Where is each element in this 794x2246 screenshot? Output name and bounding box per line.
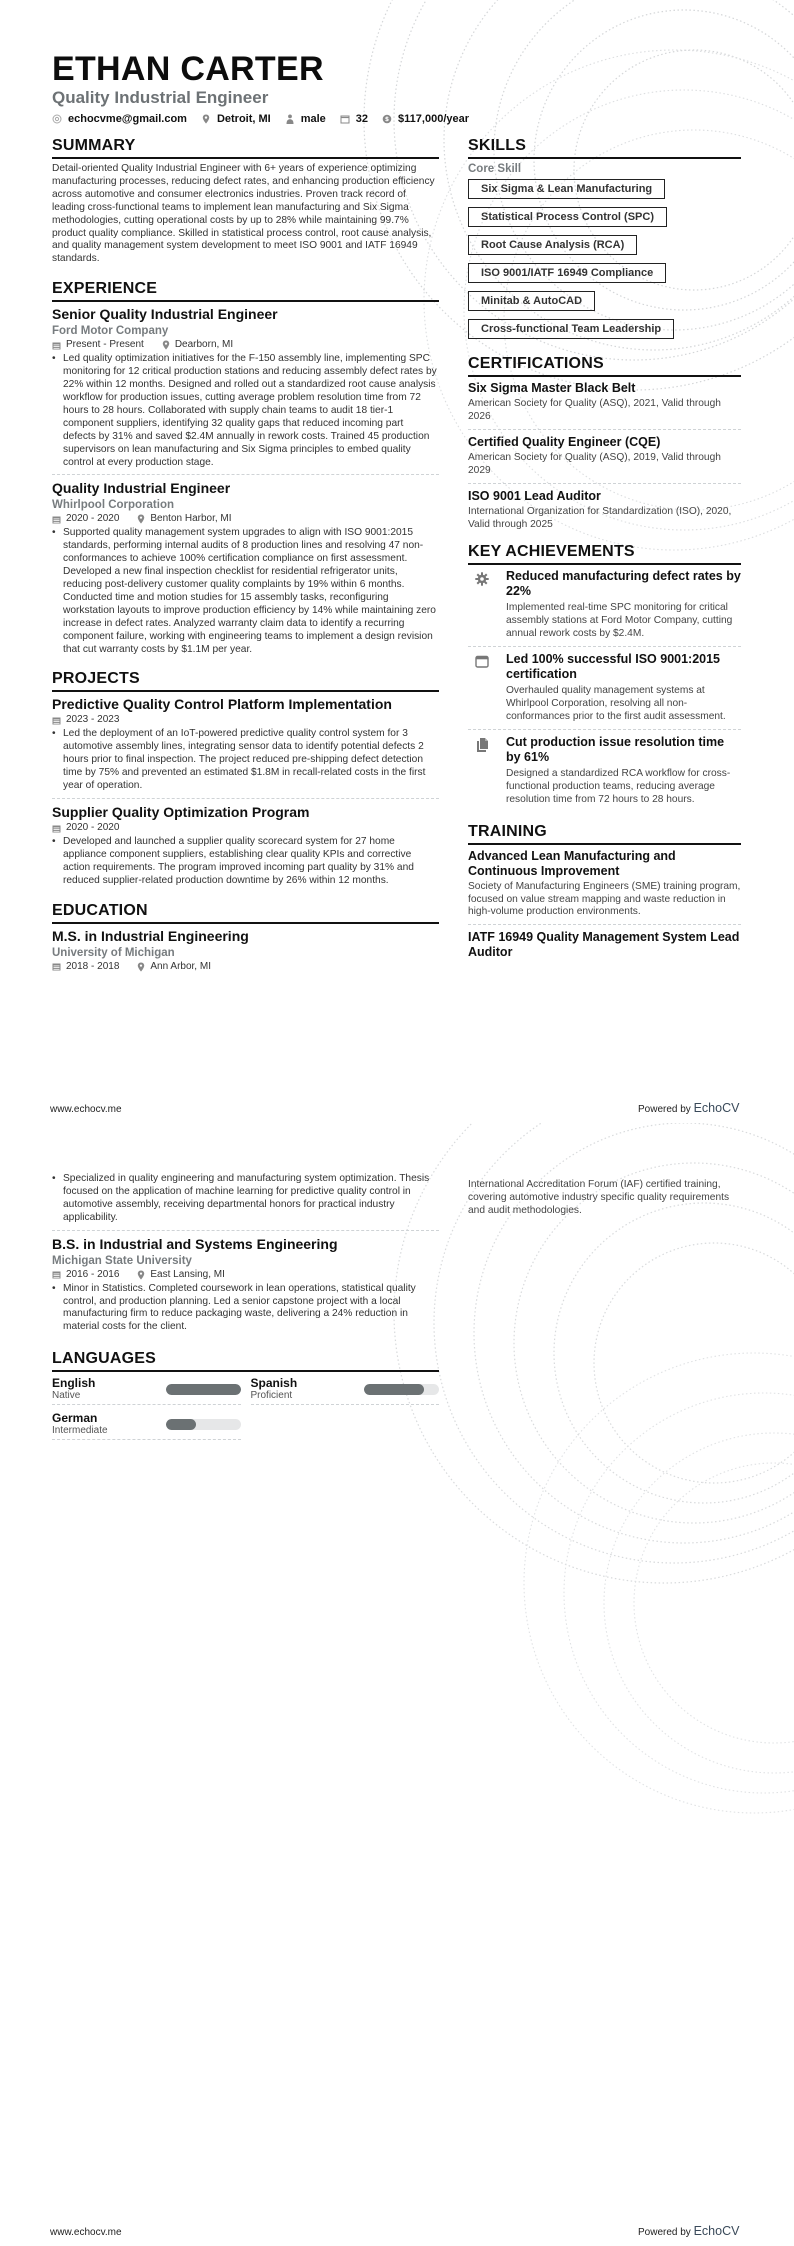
divider [52, 798, 439, 799]
footer-powered-by: Powered by EchoCV [638, 2224, 740, 2238]
degree-title: B.S. in Industrial and Systems Engineering [52, 1235, 338, 1252]
project-entry [52, 804, 439, 888]
candidate-title: Quality Industrial Engineer [52, 88, 269, 107]
experience-entry [52, 480, 439, 656]
section-title-training: TRAINING [468, 823, 741, 845]
skills-section [468, 137, 741, 347]
achievement-entry [468, 569, 741, 641]
education-entry [52, 928, 439, 973]
map-pin-icon [137, 514, 145, 524]
training-entry [468, 849, 741, 920]
skill-tag: Six Sigma & Lean Manufacturing [468, 179, 665, 199]
language-level: Intermediate [52, 1425, 108, 1437]
map-pin-icon [137, 1270, 145, 1280]
section-title-education: EDUCATION [52, 902, 439, 924]
left-column [52, 137, 439, 973]
training-title: Advanced Lean Manufacturing and Continuous Improvement [468, 848, 676, 878]
achievement-title: Led 100% successful ISO 9001:2015 certification [506, 652, 721, 682]
skill-tag: Cross-functional Team Leadership [468, 319, 674, 339]
entry-bullet: • Minor in Statistics. Completed coursework in lean operations, statistical quality control, and production planning. Led a senior capstone project with a local manufacturing firm to reduce packaging waste, delivering a 24% reduction in material costs for the client. [52, 1282, 416, 1333]
age-item [340, 113, 368, 125]
left-column-continued [52, 1171, 439, 1440]
entry-dates: 2016 - 2016 [66, 1268, 120, 1280]
language-item [52, 1411, 241, 1440]
gender-text: male [300, 113, 326, 125]
section-title-certifications: CERTIFICATIONS [468, 355, 741, 377]
contact-meta [52, 113, 752, 125]
documents-icon [476, 738, 489, 752]
skill-list [468, 179, 741, 347]
map-pin-icon [201, 114, 211, 124]
entry-dates: 2020 - 2020 [66, 822, 120, 833]
company-name: Ford Motor Company [52, 325, 169, 338]
divider [52, 474, 439, 475]
certifications-section [468, 355, 741, 531]
achievement-title: Cut production issue resolution time by 61% [506, 734, 725, 764]
entry-location: Ann Arbor, MI [150, 960, 211, 972]
entry-location: Benton Harbor, MI [150, 513, 232, 525]
entry-bullet: • Led the deployment of an IoT-powered predictive quality control system for 3 automotive assembly lines, integrating sensor data to identify potential defects 2 hours prior to final inspection. The project reduced pre-shipping defect detection time by 75% and prevented an estimated $1.8M in recall-related costs in the first year of operation. [52, 728, 426, 792]
cert-desc: American Society for Quality (ASQ), 2019, Valid through 2029 [468, 451, 721, 476]
entry-meta [52, 1269, 439, 1281]
achievements-section [468, 543, 741, 806]
language-proficiency-bar [166, 1419, 241, 1430]
section-title-achievements: KEY ACHIEVEMENTS [468, 543, 741, 565]
summary-section [52, 137, 439, 266]
brand-name: EchoCV [693, 2224, 740, 2238]
section-title-projects: PROJECTS [52, 670, 439, 692]
brand-name: EchoCV [693, 1101, 740, 1115]
education-section [52, 902, 439, 973]
resume-page-2 [0, 1123, 794, 2246]
age-text: 32 [355, 113, 369, 125]
right-column-continued [468, 1177, 741, 1218]
training-title: IATF 16949 Quality Management System Lead Auditor [468, 930, 740, 960]
email-text: echocvme@gmail.com [68, 113, 187, 125]
languages-section [52, 1350, 439, 1440]
calendar-icon [52, 716, 61, 725]
school-name: Michigan State University [52, 1254, 192, 1267]
achievement-desc: Designed a standardized RCA workflow for cross-functional production teams, reducing average resolution time from 72 hours to 28 hours. [506, 767, 731, 805]
calendar-icon [340, 114, 350, 124]
divider [52, 1230, 439, 1231]
language-name: German [52, 1411, 98, 1426]
money-icon [382, 114, 392, 124]
section-title-skills: SKILLS [468, 137, 741, 159]
entry-meta [52, 513, 439, 525]
achievement-entry [468, 652, 741, 724]
salary-item [382, 113, 469, 125]
training-desc: International Accreditation Forum (IAF) certified training, covering automotive industry specific quality requirements and audit methodologies. [468, 1179, 730, 1216]
calendar-icon [52, 824, 61, 833]
decorative-rings [514, 1343, 794, 1823]
cert-title: Six Sigma Master Black Belt [468, 381, 636, 395]
calendar-icon [52, 962, 61, 971]
divider [468, 924, 741, 925]
person-icon [285, 114, 295, 124]
language-proficiency-bar [364, 1384, 439, 1395]
achievement-entry [468, 735, 741, 807]
degree-title: M.S. in Industrial Engineering [52, 927, 249, 944]
language-proficiency-bar [166, 1384, 241, 1395]
divider [468, 429, 741, 430]
gear-icon [475, 572, 489, 586]
cert-desc: International Organization for Standardization (ISO), 2020, Valid through 2025 [468, 505, 732, 530]
project-title: Predictive Quality Control Platform Implementation [52, 696, 392, 713]
candidate-name: ETHAN CARTER [52, 50, 324, 88]
resume-header [52, 50, 752, 125]
svg-text:$: $ [384, 116, 390, 124]
training-entry [468, 930, 741, 960]
skill-tag: Root Cause Analysis (RCA) [468, 235, 637, 255]
entry-meta [52, 339, 439, 351]
divider [468, 483, 741, 484]
map-pin-icon [137, 962, 145, 972]
email-item[interactable] [52, 113, 187, 125]
location-item [201, 113, 271, 125]
job-title: Quality Industrial Engineer [52, 480, 231, 497]
summary-text: Detail-oriented Quality Industrial Engineer with 6+ years of experience optimizing manufacturing processes, reducing defect rates, and enhancing production efficiency across automotive and consumer electronics industries. Proven track record of leading cross-functional teams to implement lean manufacturing and Six Sigma methodologies, cutting operational costs by up to 28% while maintaining 99.7% product quality compliance. Skilled in statistical process control, root cause analysis, and quality management system development to meet ISO 9001 and IATF 16949 standards. [52, 163, 435, 265]
project-title: Supplier Quality Optimization Program [52, 804, 310, 820]
section-title-languages: LANGUAGES [52, 1350, 439, 1372]
gender-item [285, 113, 326, 125]
projects-section [52, 670, 439, 887]
experience-entry [52, 306, 439, 469]
divider [468, 646, 741, 647]
skill-tag: Statistical Process Control (SPC) [468, 207, 667, 227]
certification-entry [468, 381, 741, 424]
entry-location: East Lansing, MI [150, 1268, 225, 1280]
calendar-icon [52, 341, 61, 350]
achievement-title: Reduced manufacturing defect rates by 22% [506, 569, 741, 599]
language-name: Spanish [250, 1376, 298, 1391]
skill-tag: Minitab & AutoCAD [468, 291, 595, 311]
calendar-icon [52, 1270, 61, 1279]
entry-dates: 2020 - 2020 [66, 513, 120, 525]
job-title: Senior Quality Industrial Engineer [52, 306, 278, 323]
language-level: Proficient [250, 1390, 293, 1402]
entry-bullet: • Specialized in quality engineering and manufacturing system optimization. Thesis focused on the application of machine learning for predictive quality control in automotive assembly, receiving departmental honors for practical industry applicability. [52, 1173, 430, 1223]
entry-dates: 2018 - 2018 [66, 960, 120, 972]
divider [468, 729, 741, 730]
location-text: Detroit, MI [216, 113, 271, 125]
salary-text: $117,000/year [398, 113, 470, 125]
education-entry [52, 1236, 439, 1335]
section-title-experience: EXPERIENCE [52, 280, 439, 302]
language-list [52, 1376, 439, 1440]
training-section [468, 823, 741, 961]
entry-bullet: • Led quality optimization initiatives for the F-150 assembly line, implementing SPC monitoring for 12 critical production stations and reducing assembly defect rates by 22% within 12 months. Designed and rolled out a standardized root cause analysis workflow for production issues, cutting average problem resolution time from 72 hours to 28 hours. Collaborated with supply chain teams to audit 18 tier-1 component suppliers, identifying 32 quality gaps that reduced incoming part defects by 31% and saved $2.4M annually in rework costs. Trained 45 production supervisors on lean manufacturing and Six Sigma principles to embed quality control at every production stage. [52, 353, 437, 468]
entry-location: Dearborn, MI [174, 339, 234, 351]
entry-bullet: • Developed and launched a supplier quality scorecard system for 27 home appliance component suppliers, establishing clear quality KPIs and corrective action requirements. The program improved incoming part quality by 31% and reduced supplier-related production downtime by 26% within 12 months. [52, 836, 414, 886]
experience-section [52, 280, 439, 656]
training-desc: Society of Manufacturing Engineers (SME) training program, focused on value stream mapping and waste reduction in high-volume production environments. [468, 880, 741, 918]
language-level: Native [52, 1390, 81, 1402]
language-item [251, 1376, 440, 1405]
section-title-summary: SUMMARY [52, 137, 439, 159]
entry-dates: 2023 - 2023 [66, 714, 120, 726]
entry-meta [52, 961, 439, 973]
cert-title: Certified Quality Engineer (CQE) [468, 434, 661, 449]
achievement-desc: Implemented real-time SPC monitoring for critical assembly stations at Ford Motor Company, cutting annual rework costs by $2.4M. [506, 602, 733, 640]
footer-powered-by: Powered by EchoCV [638, 1101, 740, 1115]
language-name: English [52, 1376, 96, 1391]
school-name: University of Michigan [52, 946, 175, 959]
cert-title: ISO 9001 Lead Auditor [468, 488, 601, 503]
footer-website[interactable]: www.echocv.me [50, 2227, 122, 2238]
certification-entry [468, 489, 741, 532]
certification-entry [468, 435, 741, 478]
language-item [52, 1376, 241, 1405]
calendar-icon [52, 515, 61, 524]
map-pin-icon [162, 340, 170, 350]
achievement-desc: Overhauled quality management systems at Whirlpool Corporation, resolving all non-conformances prior to the first audit assessment. [506, 685, 726, 722]
at-icon [52, 114, 62, 124]
entry-dates: Present - Present [66, 339, 144, 351]
entry-bullet: • Supported quality management system upgrades to align with ISO 9001:2015 standards, performing internal audits of 8 production lines and resolving 47 non-conformances to achieve 100% certification compliance on first assessment. Developed a new final inspection checklist for residential refrigerator units, reducing post-delivery customer quality complaints by 19% within 6 months. Conducted time and motion studies for 15 assembly tasks, reconfiguring workstation layouts to improve production efficiency by 14% while maintaining zero increase in defect rates. Analyzed warranty claim data to identify a recurring component failure, working with engineering teams to implement a design revision that cut warranty costs by $1.1M per year. [52, 527, 436, 655]
skill-group-label: Core Skill [468, 163, 522, 175]
right-column [468, 137, 741, 960]
company-name: Whirlpool Corporation [52, 499, 175, 512]
cert-desc: American Society for Quality (ASQ), 2021, Valid through 2026 [468, 398, 721, 422]
skill-tag: ISO 9001/IATF 16949 Compliance [468, 263, 666, 283]
calendar-icon [475, 655, 489, 668]
entry-meta [52, 714, 439, 726]
project-entry [52, 696, 439, 793]
entry-meta [52, 822, 439, 834]
footer-website[interactable]: www.echocv.me [50, 1104, 122, 1115]
